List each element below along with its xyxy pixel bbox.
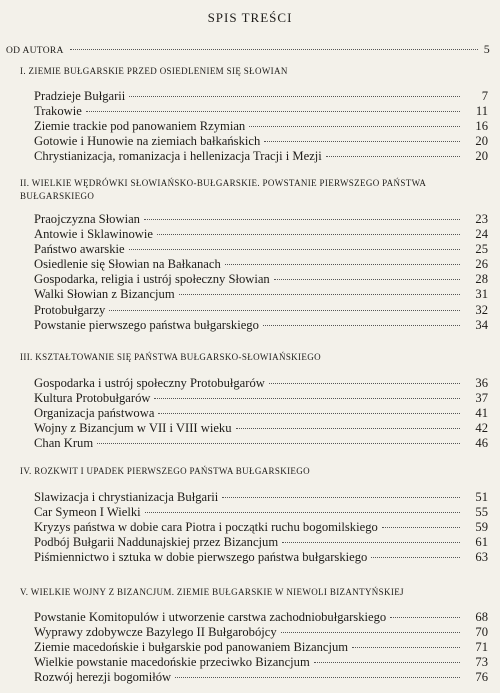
entry-page: 34 bbox=[475, 317, 488, 332]
dot-leader bbox=[154, 398, 460, 399]
toc-entry bbox=[34, 406, 488, 421]
entry-label: Trakowie bbox=[34, 104, 82, 119]
entry-page: 20 bbox=[475, 149, 488, 164]
toc-entry bbox=[34, 134, 488, 149]
toc-entry bbox=[34, 655, 488, 670]
dot-leader bbox=[222, 497, 460, 498]
section-title-5: V. WIELKIE WOJNY Z BIZANCJUM. ZIEMIE BUŁGARSKIE W NIEWOLI BIZANTYŃSKIEJ bbox=[20, 587, 404, 597]
entry-page: 51 bbox=[475, 490, 488, 504]
page-title: SPIS TREŚCI bbox=[207, 10, 293, 25]
dot-leader bbox=[263, 325, 460, 326]
toc-entry bbox=[34, 610, 488, 625]
dot-leader bbox=[70, 49, 478, 50]
entry-page: 36 bbox=[475, 376, 488, 390]
entry-label: Państwo awarskie bbox=[34, 242, 125, 257]
entry-page: 42 bbox=[475, 421, 488, 436]
entry-page: 61 bbox=[475, 535, 488, 550]
entry-label: Powstanie Komitopulów i utworzenie carstwa zachodniobułgarskiego bbox=[34, 610, 387, 624]
entry-label: Wielkie powstanie macedońskie przeciwko Bizancjum bbox=[34, 655, 310, 670]
entry-label: Chan Krum bbox=[34, 436, 94, 451]
entry-page: 11 bbox=[475, 104, 488, 119]
dot-leader bbox=[371, 557, 460, 558]
section-entries-3 bbox=[34, 376, 488, 451]
toc-entry bbox=[34, 227, 488, 242]
dot-leader bbox=[269, 383, 460, 384]
dot-leader bbox=[145, 512, 460, 513]
dot-leader bbox=[352, 647, 460, 648]
entry-label: Slawizacja i chrystianizacja Bułgarii bbox=[34, 490, 219, 504]
entry-label: Osiedlenie się Słowian na Bałkanach bbox=[34, 257, 221, 272]
entry-label: Kultura Protobułgarów bbox=[34, 391, 151, 406]
entry-label: Wyprawy zdobywcze Bazylego II Bułgarobójcy bbox=[34, 625, 277, 640]
section-entries-4 bbox=[34, 490, 488, 565]
entry-label: Gotowie i Hunowie na ziemiach bałkańskich bbox=[34, 134, 261, 149]
entry-page: 55 bbox=[475, 505, 488, 520]
entry-page: 73 bbox=[475, 655, 488, 670]
dot-leader bbox=[97, 443, 460, 444]
entry-label: Walki Słowian z Bizancjum bbox=[34, 287, 175, 302]
entry-label: Kryzys państwa w dobie cara Piotra i początki ruchu bogomilskiego bbox=[34, 520, 378, 535]
toc-entry bbox=[34, 212, 488, 227]
dot-leader bbox=[390, 617, 460, 618]
toc-entry bbox=[34, 318, 488, 333]
entry-page: 25 bbox=[475, 242, 488, 257]
toc-entry bbox=[34, 535, 488, 550]
dot-leader bbox=[314, 662, 460, 663]
toc-entry bbox=[34, 505, 488, 520]
toc-entry bbox=[34, 287, 488, 302]
dot-leader bbox=[158, 413, 460, 414]
toc-entry bbox=[34, 104, 488, 119]
toc-entry bbox=[34, 303, 488, 318]
section-title-4: IV. ROZKWIT I UPADEK PIERWSZEGO PAŃSTWA BUŁGARSKIEGO bbox=[20, 466, 310, 476]
section-title-1: I. ZIEMIE BUŁGARSKIE PRZED OSIEDLENIEM SIĘ SŁOWIAN bbox=[20, 66, 288, 76]
dot-leader bbox=[157, 234, 460, 235]
dot-leader bbox=[274, 279, 460, 280]
dot-leader bbox=[144, 219, 460, 220]
entry-label: Protobułgarzy bbox=[34, 302, 106, 317]
entry-page: 28 bbox=[475, 272, 488, 287]
entry-label: Rozwój herezji bogomiłów bbox=[34, 670, 172, 685]
dot-leader bbox=[109, 310, 460, 311]
dot-leader bbox=[249, 126, 460, 127]
entry-label: Ziemie macedońskie i bułgarskie pod panowaniem Bizancjum bbox=[34, 640, 349, 655]
entry-page: 16 bbox=[475, 119, 488, 134]
entry-label: Powstanie pierwszego państwa bułgarskiego bbox=[34, 317, 259, 332]
entry-page: 63 bbox=[475, 550, 488, 565]
toc-entry bbox=[34, 257, 488, 272]
dot-leader bbox=[175, 677, 460, 678]
entry-page: 32 bbox=[475, 302, 488, 317]
toc-entry bbox=[34, 376, 488, 391]
toc-entry bbox=[34, 272, 488, 287]
section-entries-2 bbox=[34, 212, 488, 333]
entry-label: Car Symeon I Wielki bbox=[34, 505, 141, 520]
dot-leader bbox=[382, 527, 460, 528]
entry-label: Piśmiennictwo i sztuka w dobie pierwszego państwa bułgarskiego bbox=[34, 550, 368, 565]
dot-leader bbox=[282, 542, 460, 543]
dot-leader bbox=[225, 264, 460, 265]
entry-label: Ziemie trackie pod panowaniem Rzymian bbox=[34, 119, 246, 134]
entry-label: Antowie i Sklawinowie bbox=[34, 227, 153, 242]
section-entries-1 bbox=[34, 89, 488, 164]
preface-label: OD AUTORA bbox=[6, 46, 64, 56]
entry-page: 24 bbox=[475, 227, 488, 242]
toc-entry bbox=[34, 149, 488, 164]
toc-entry bbox=[34, 119, 488, 134]
entry-page: 23 bbox=[475, 212, 488, 226]
entry-label: Organizacja państwowa bbox=[34, 406, 155, 421]
entry-page: 41 bbox=[475, 406, 488, 421]
toc-entry bbox=[34, 520, 488, 535]
section-entries-5 bbox=[34, 610, 488, 685]
dot-leader bbox=[86, 111, 460, 112]
toc-entry bbox=[34, 640, 488, 655]
toc-entry bbox=[34, 625, 488, 640]
entry-page: 26 bbox=[475, 257, 488, 272]
preface-page: 5 bbox=[483, 42, 490, 56]
toc-entry bbox=[34, 421, 488, 436]
entry-label: Praojczyzna Słowian bbox=[34, 212, 140, 226]
entry-label: Gospodarka, religia i ustrój społeczny Słowian bbox=[34, 272, 270, 287]
dot-leader bbox=[326, 156, 460, 157]
toc-entry bbox=[34, 242, 488, 257]
entry-page: 76 bbox=[475, 670, 488, 685]
entry-page: 20 bbox=[475, 134, 488, 149]
entry-label: Podbój Bułgarii Naddunajskiej przez Bizancjum bbox=[34, 535, 279, 550]
toc-entry bbox=[34, 391, 488, 406]
dot-leader bbox=[129, 249, 460, 250]
dot-leader bbox=[281, 632, 460, 633]
entry-label: Wojny z Bizancjum w VII i VIII wieku bbox=[34, 421, 232, 436]
toc-entry bbox=[34, 670, 488, 685]
entry-page: 37 bbox=[475, 391, 488, 406]
dot-leader bbox=[179, 294, 460, 295]
toc-entry bbox=[34, 89, 488, 104]
entry-page: 31 bbox=[475, 287, 488, 302]
dot-leader bbox=[264, 141, 460, 142]
entry-page: 71 bbox=[475, 640, 488, 655]
section-title-3: III. KSZTAŁTOWANIE SIĘ PAŃSTWA BUŁGARSKO-SŁOWIAŃSKIEGO bbox=[20, 352, 321, 362]
dot-leader bbox=[236, 428, 460, 429]
entry-page: 46 bbox=[475, 436, 488, 451]
section-title-2: II. WIELKIE WĘDRÓWKI SŁOWIAŃSKO-BUŁGARSKIE. POWSTANIE PIERWSZEGO PAŃSTWA BUŁGARSKIEGO bbox=[20, 178, 426, 201]
toc-entry bbox=[34, 550, 488, 565]
entry-page: 68 bbox=[475, 610, 488, 624]
dot-leader bbox=[129, 96, 460, 97]
entry-page: 70 bbox=[475, 625, 488, 640]
entry-page: 7 bbox=[481, 89, 488, 103]
toc-entry bbox=[34, 436, 488, 451]
preface-entry bbox=[6, 42, 490, 57]
entry-page: 59 bbox=[475, 520, 488, 535]
toc-entry bbox=[34, 490, 488, 505]
entry-label: Chrystianizacja, romanizacja i hellenizacja Tracji i Mezji bbox=[34, 149, 322, 164]
entry-label: Gospodarka i ustrój społeczny Protobułgarów bbox=[34, 376, 265, 390]
entry-label: Pradzieje Bułgarii bbox=[34, 89, 126, 103]
